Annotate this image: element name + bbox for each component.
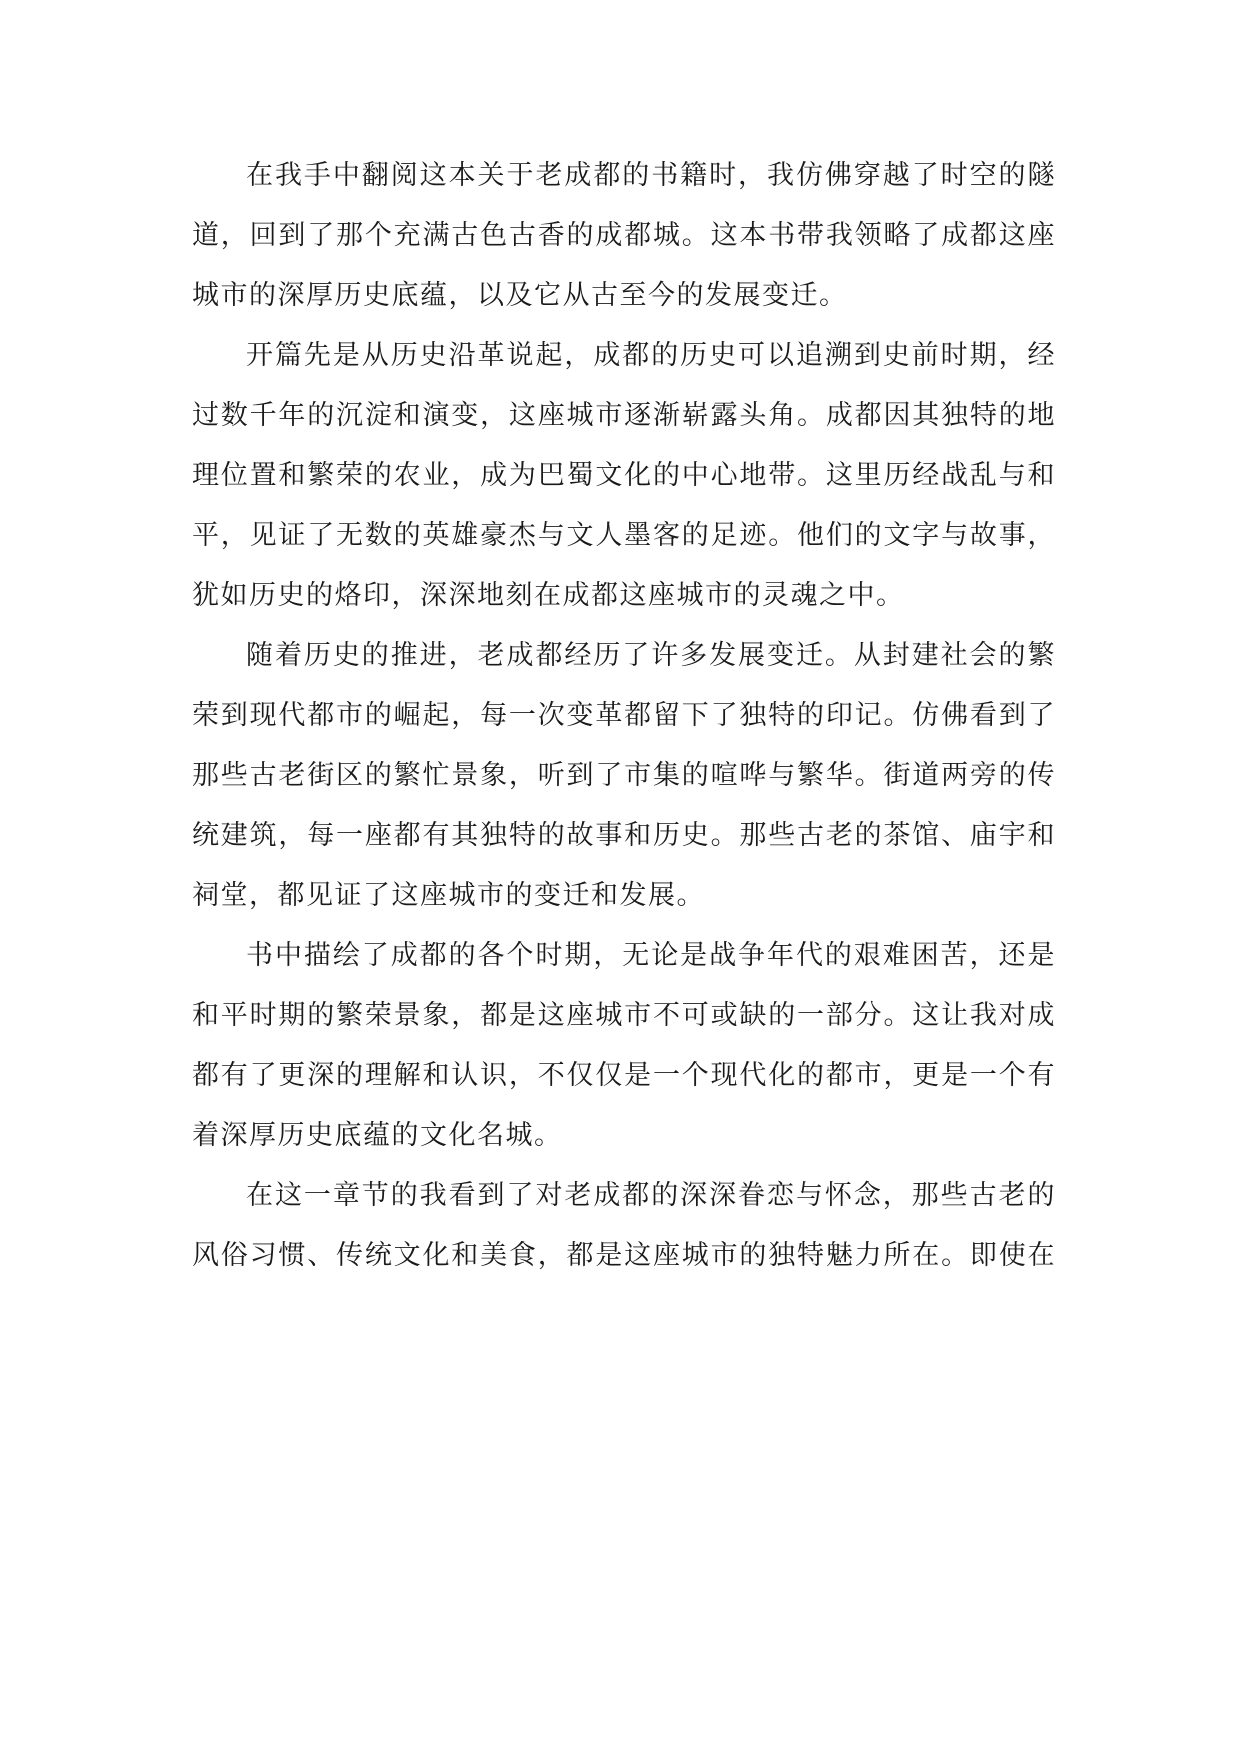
text-line: 随着历史的推进，老成都经历了许多发展变迁。从封建社会的繁: [246, 640, 1056, 671]
text-line: 祠堂，都见证了这座城市的变迁和发展。: [192, 880, 705, 911]
paragraph-1: [192, 146, 1056, 326]
text-line: 那些古老街区的繁忙景象，听到了市集的喧哗与繁华。街道两旁的传: [192, 760, 1056, 791]
text-line: 开篇先是从历史沿革说起，成都的历史可以追溯到史前时期，经: [246, 340, 1056, 371]
paragraph-5: [192, 1166, 1056, 1286]
text-line: 都有了更深的理解和认识，不仅仅是一个现代化的都市，更是一个有: [192, 1060, 1056, 1091]
text-line: 和平时期的繁荣景象，都是这座城市不可或缺的一部分。这让我对成: [192, 1000, 1056, 1031]
text-line: 在这一章节的我看到了对老成都的深深眷恋与怀念，那些古老的: [246, 1180, 1056, 1211]
text-line: 城市的深厚历史底蕴，以及它从古至今的发展变迁。: [192, 280, 848, 311]
text-line: 书中描绘了成都的各个时期，无论是战争年代的艰难困苦，还是: [246, 940, 1056, 971]
text-line: 在我手中翻阅这本关于老成都的书籍时，我仿佛穿越了时空的隧: [246, 160, 1056, 191]
text-line: 道，回到了那个充满古色古香的成都城。这本书带我领略了成都这座: [192, 220, 1056, 251]
text-line: 理位置和繁荣的农业，成为巴蜀文化的中心地带。这里历经战乱与和: [192, 460, 1056, 491]
text-line: 过数千年的沉淀和演变，这座城市逐渐崭露头角。成都因其独特的地: [192, 400, 1056, 431]
text-line: 着深厚历史底蕴的文化名城。: [192, 1120, 563, 1151]
paragraph-4: [192, 926, 1056, 1166]
text-line: 犹如历史的烙印，深深地刻在成都这座城市的灵魂之中。: [192, 580, 905, 611]
text-line: 平，见证了无数的英雄豪杰与文人墨客的足迹。他们的文字与故事，: [192, 520, 1056, 551]
document-body: [192, 146, 1056, 1286]
text-line: 荣到现代都市的崛起，每一次变革都留下了独特的印记。仿佛看到了: [192, 700, 1056, 731]
text-line: 风俗习惯、传统文化和美食，都是这座城市的独特魅力所在。即使在: [192, 1240, 1056, 1271]
text-line: 统建筑，每一座都有其独特的故事和历史。那些古老的茶馆、庙宇和: [192, 820, 1056, 851]
paragraph-2: [192, 326, 1056, 626]
paragraph-3: [192, 626, 1056, 926]
